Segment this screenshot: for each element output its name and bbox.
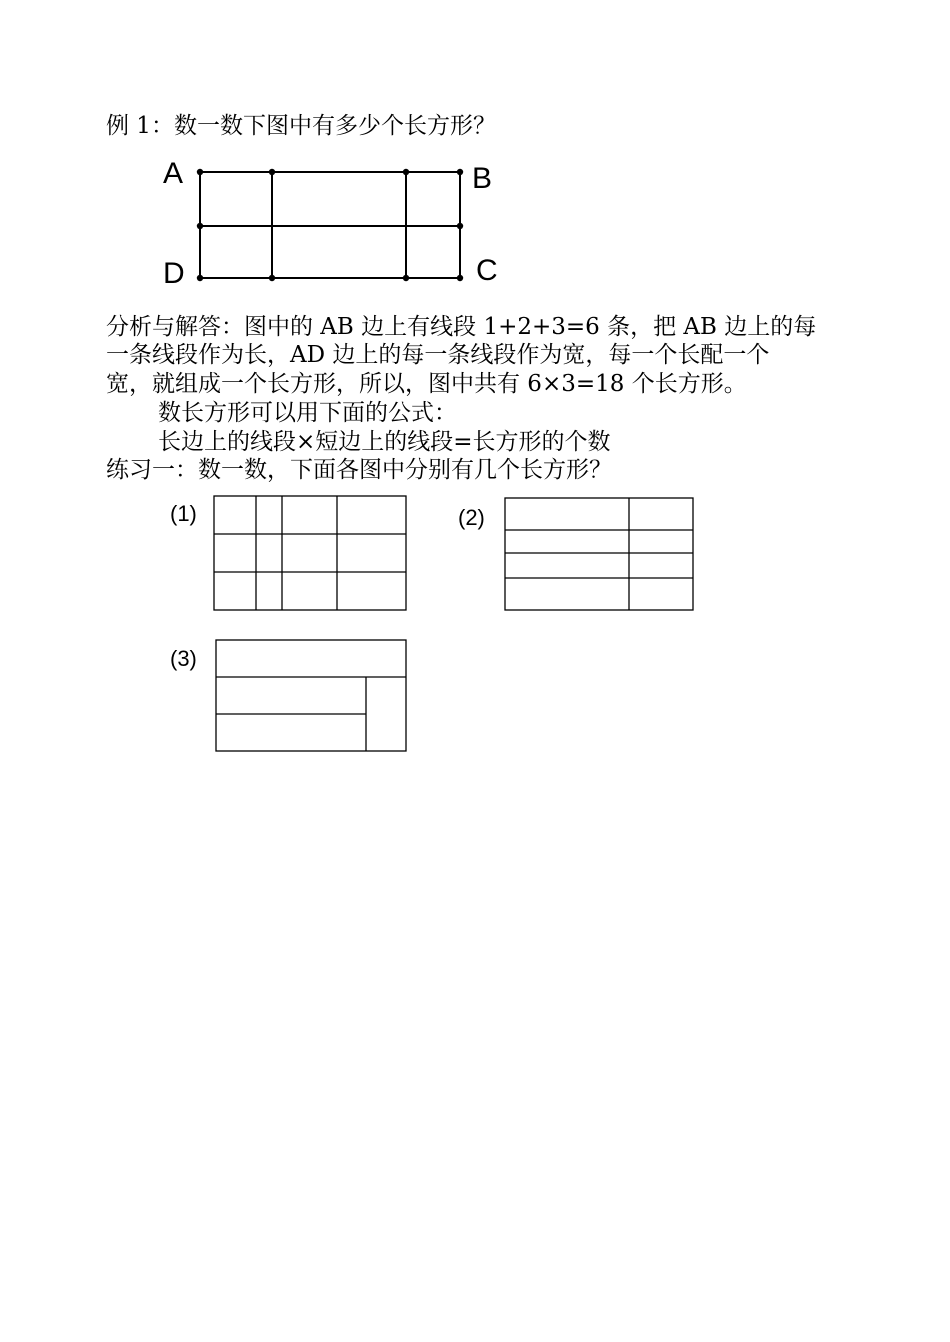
formula-intro: 数长方形可以用下面的公式： [158,400,457,426]
analysis-line-1: 分析与解答：图中的 AB 边上有线段 1+2+3=6 条，把 AB 边上的每 [106,314,817,340]
exercise-figure-2 [505,498,693,610]
corner-label-d: D [163,257,185,290]
exercise-title: 练习一：数一数，下面各图中分别有几个长方形？ [106,457,612,483]
exercise-label-3: (3) [170,646,197,671]
corner-label-b: B [472,162,493,195]
analysis-line-2: 一条线段作为长，AD 边上的每一条线段作为宽，每一个长配一个 [106,342,770,368]
exercise-label-2: (2) [458,505,485,530]
exercise-figure-3 [216,640,406,751]
exercise-figure-1 [214,496,406,610]
corner-label-a: A [163,157,184,190]
corner-label-c: C [476,254,498,287]
exercise-label-1: (1) [170,501,197,526]
example-title: 例 1：数一数下图中有多少个长方形？ [106,113,496,139]
analysis-line-3: 宽，就组成一个长方形，所以，图中共有 6×3=18 个长方形。 [106,371,747,397]
formula: 长边上的线段×短边上的线段=长方形的个数 [158,429,611,455]
